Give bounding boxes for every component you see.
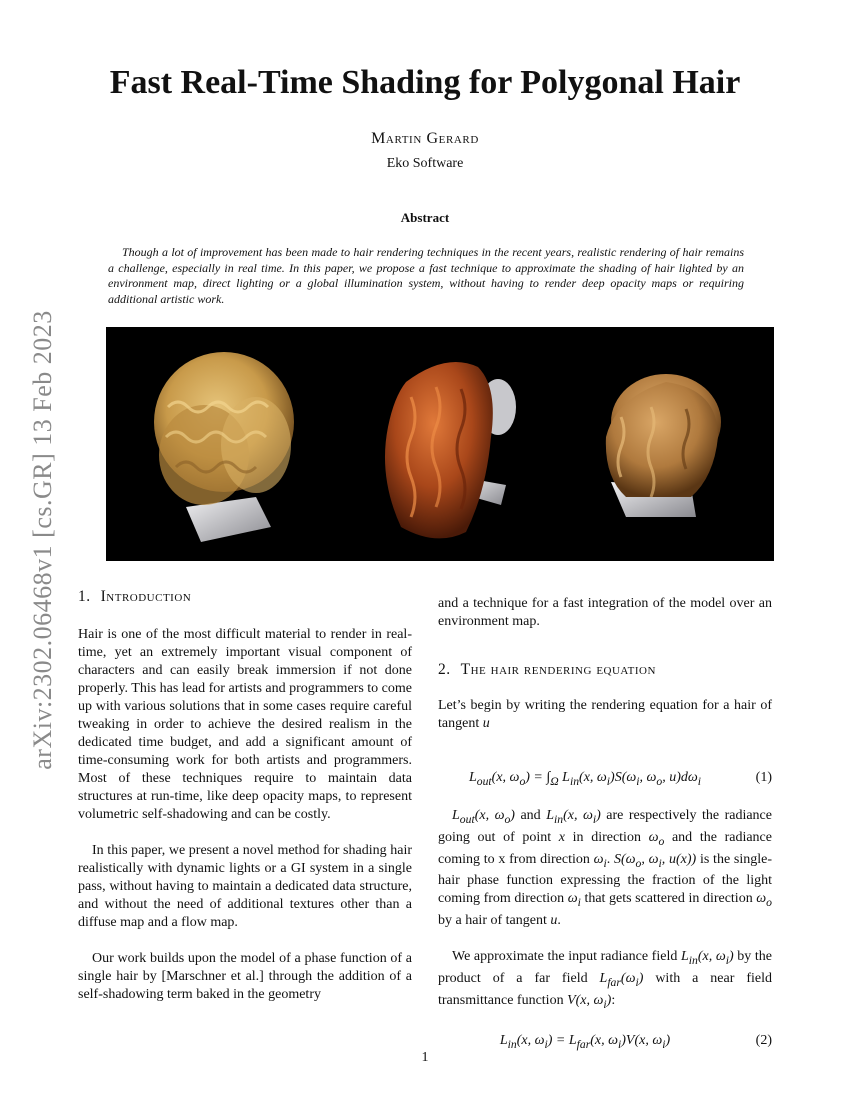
author-name: Martin Gerard (371, 130, 479, 147)
approximation-paragraph: We approximate the input radiance field $L_{in}(x$, $\omega_i$) by the product of a far field $L_{far}(\omega_i)$ with a near field transmittance function V(x, $\omega_i$): (438, 949, 773, 1011)
paper-title: Fast Real-Time Shading for Polygonal Hair (109, 64, 741, 101)
radiance-paragraph: $L_{out}(x$, $\omega_o$) and $L_{in}(x$, $\omega_i$) are respectively the radiance going out of point x in direction $\omega_o$ and the radiance coming to x from direction $\omega_i$. $S(\omega_o$, $\omega_i$, u(x)) is the single-hair phase function expressing the fraction of the light coming from direction $\omega_i$ that gets scattered in direction $\omega_o$ by a hair of tangent u. (438, 808, 773, 929)
section-2-title: The hair rendering equation (460, 661, 656, 678)
intro-continuation: and a technique for a fast integration of the model over an environment map. (438, 596, 772, 629)
abstract-text: Though a lot of improvement has been made to hair rendering techniques in the recent years, realistic rendering of hair remains a challenge, especially in real time. In this paper, we propose a fast technique to approximate the shading of hair lighted by an environment map, direct lighting or a global illumination system, without having to render deep opacity maps or requiring additional artistic work. (108, 245, 744, 306)
intro-paragraph-3: Our work builds upon the model of a phase function of a single hair by [Marschner et al.] through the addition of a self-shadowing term baked in the geometry (78, 951, 412, 1002)
section-2-heading (438, 661, 772, 679)
section-1-heading (78, 588, 412, 606)
red-hair-render (385, 362, 516, 538)
equation-1-number: (1) (755, 770, 772, 785)
arxiv-identifier (25, 290, 61, 790)
hair-renders-image (106, 327, 774, 561)
page-number: 1 (421, 1050, 429, 1065)
section-2-number: 2. (438, 661, 451, 678)
left-column (78, 588, 412, 1004)
abstract-heading: Abstract (400, 210, 450, 225)
equation-1 (438, 763, 772, 793)
rendering-eq-intro: Let’s begin by writing the rendering equation for a hair of tangent u (438, 698, 772, 731)
section-1-title: Introduction (100, 588, 192, 605)
section-1-number: 1. (78, 588, 91, 605)
equation-2-body: $L_{in}(x$, $\omega_i) = L_{far}(x$, $\omega_i)V(x$, $\omega_i$) (499, 1032, 671, 1051)
right-column (438, 595, 772, 1056)
intro-paragraph-2: In this paper, we present a novel method for shading hair realistically with dynamic lights or a GI system in a single pass, without having to maintain a dedicated data structure, and without the need of additional textures other than a diffuse map and a flow map. (78, 843, 412, 930)
curly-hair-render (154, 352, 294, 542)
teaser-figure (106, 327, 774, 561)
equation-1-body: $L_{out}(x$, $\omega_o) = \int_\Omega$ $L_{in}(x$, $\omega_i)S(\omega_i$, $\omega_o$, $u)d\omega_i$ (468, 770, 702, 788)
equation-2-number: (2) (755, 1032, 772, 1048)
intro-paragraph-1: Hair is one of the most difficult material to render in real-time, yet an extremely important visual component of characters and can easily break immersion if not done properly. This has lead for artists and programmers to come up with various solutions that in some cases require careful tweaking in order to achieve the desired realism in the dedicated time budget, and add a significant amount of time-consuming work for both artists and programmers. Most of these techniques require to maintain data structures at run-time, like deep opacity maps, to represent volumetric self-shadowing and can be costly. (78, 627, 412, 822)
arxiv-identifier-text: arXiv:2302.06468v1 [cs.GR] 13 Feb 2023 (28, 310, 57, 770)
author-affiliation: Eko Software (386, 156, 464, 171)
wavy-hair-render (606, 374, 721, 517)
